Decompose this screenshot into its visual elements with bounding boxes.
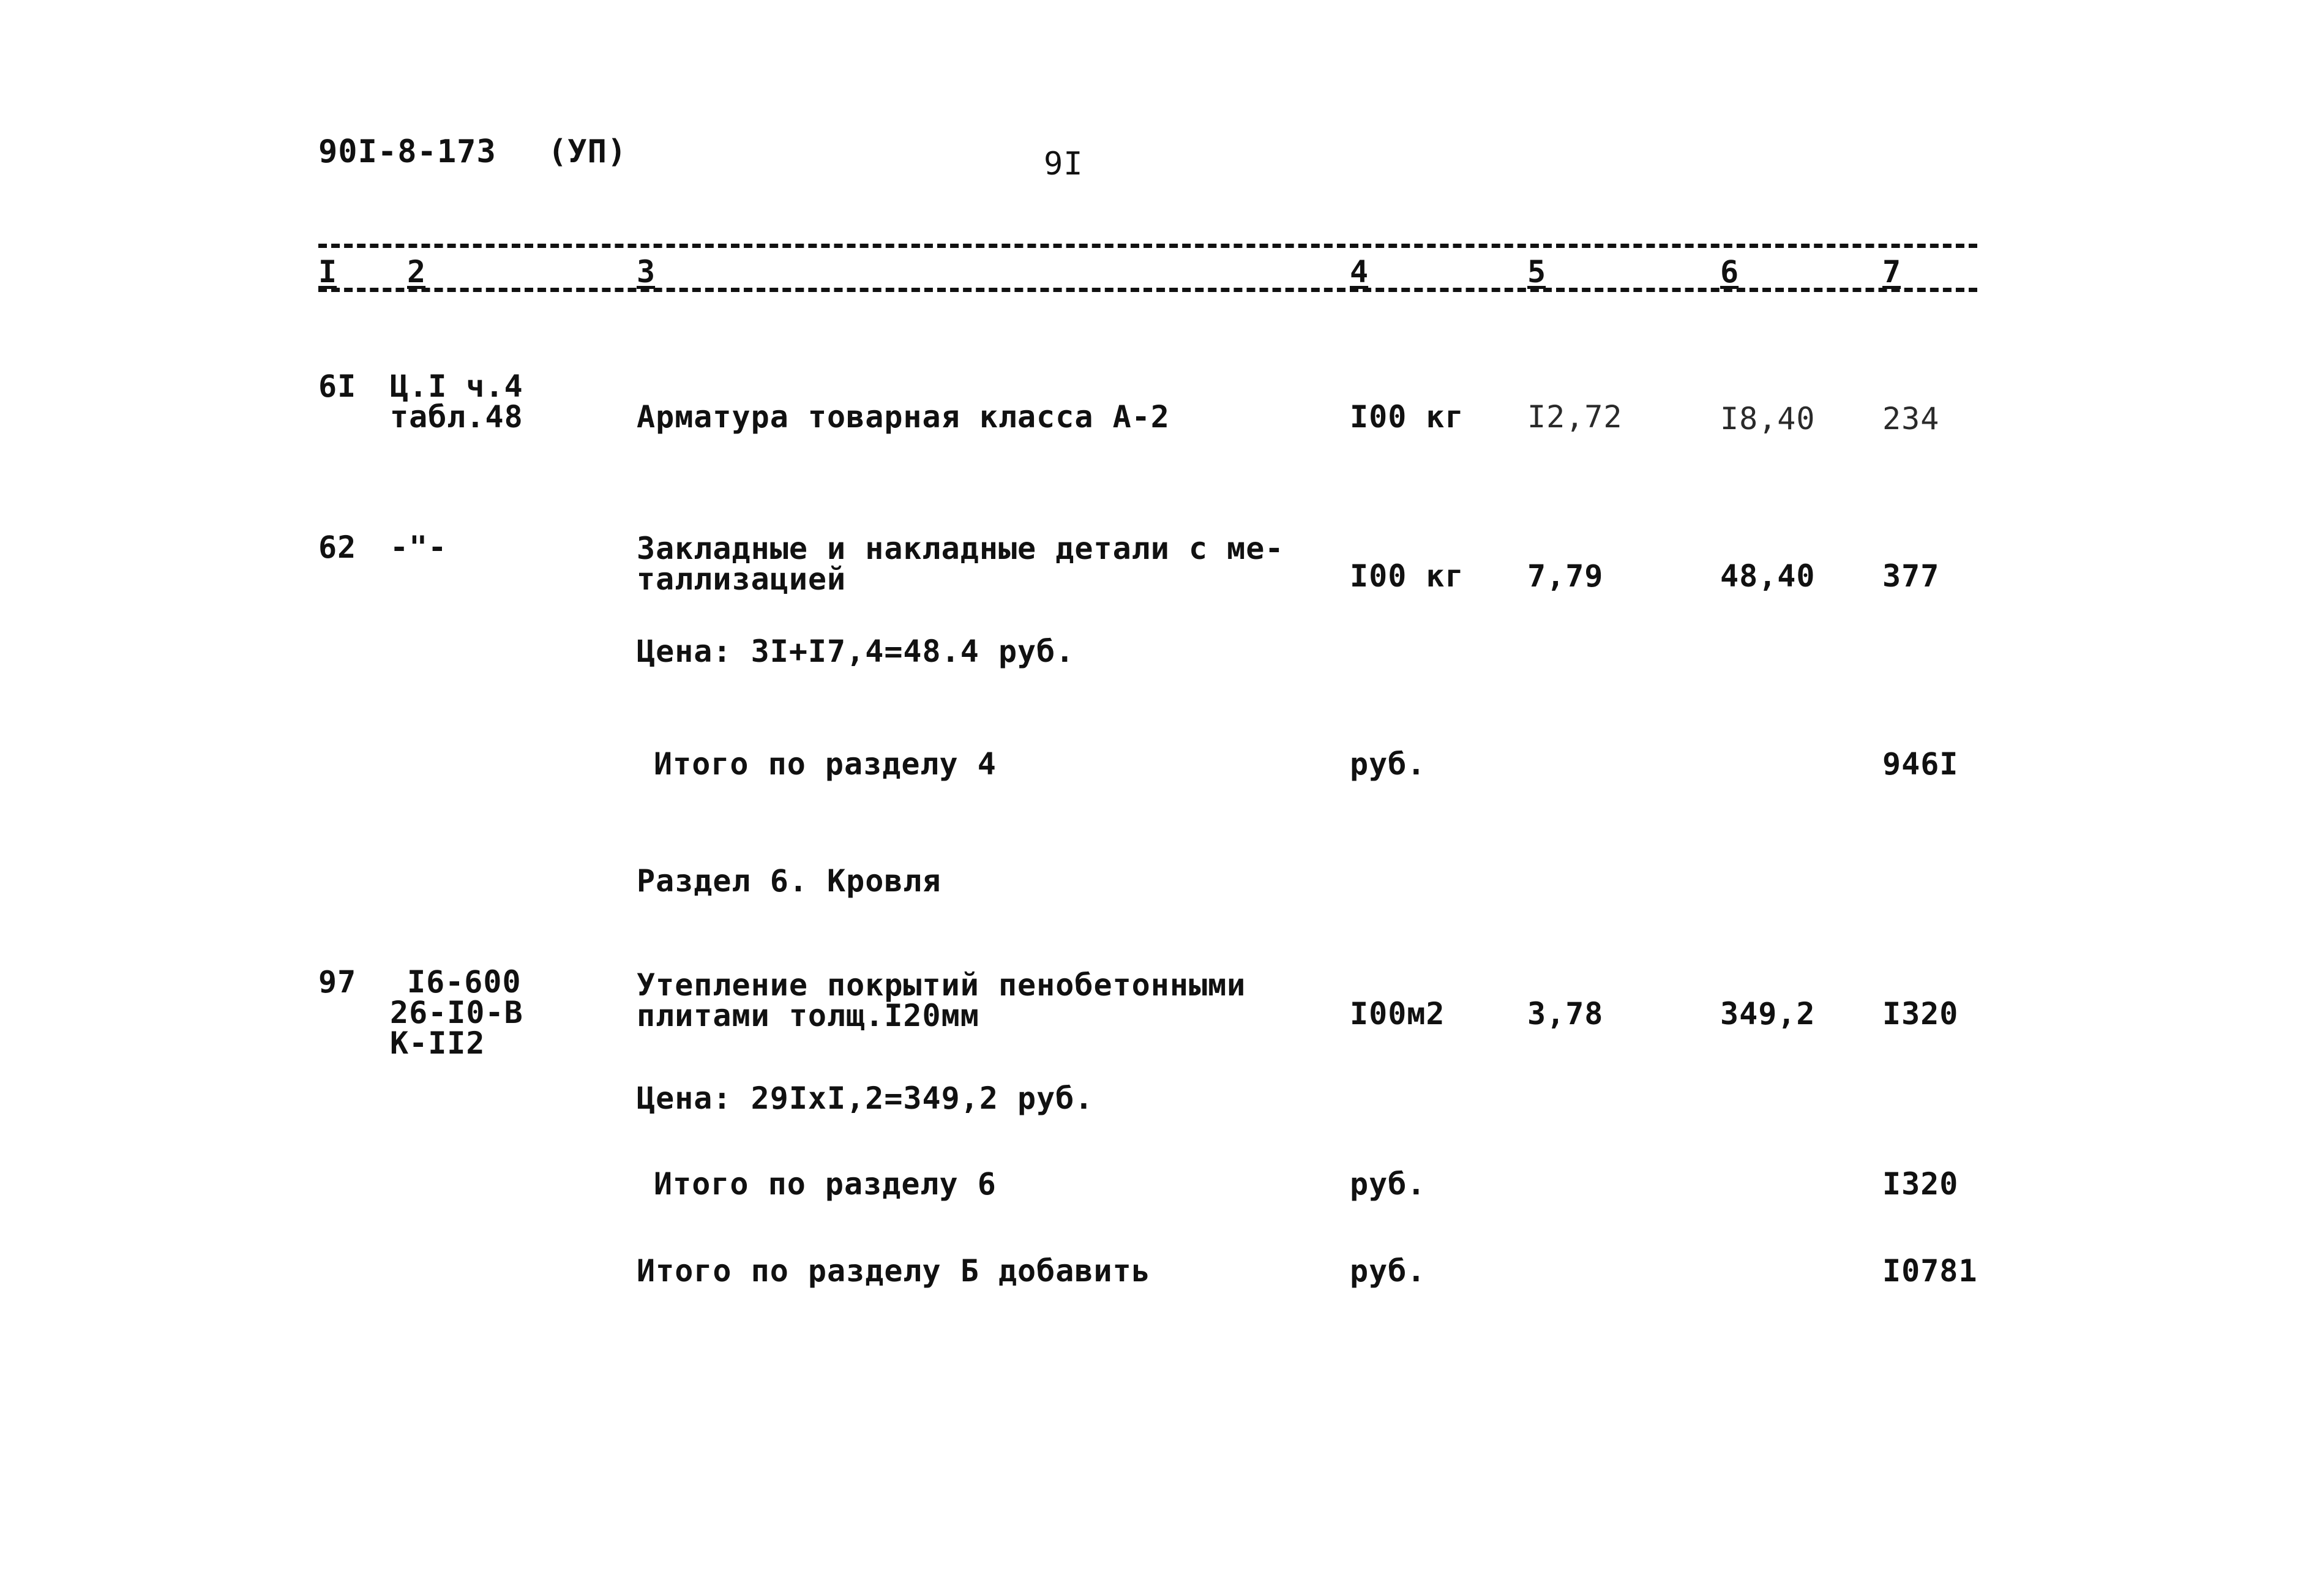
subtotal-section-b-total: I0781 <box>1882 1253 1978 1289</box>
row-61-number: 6I <box>318 369 357 404</box>
row-62-number: 62 <box>318 530 357 565</box>
row-61-price: I8,40 <box>1720 401 1816 436</box>
column-number-7: 7 <box>1882 254 1901 290</box>
row-62-price-note: Цена: 3I+I7,4=48.4 руб. <box>637 634 1075 669</box>
row-97-description-line-1: Утепление покрытий пенобетонными <box>637 967 1246 1003</box>
subtotal-section-b-unit: руб. <box>1350 1253 1426 1289</box>
row-97-quantity: 3,78 <box>1527 996 1604 1032</box>
row-61-description: Арматура товарная класса А-2 <box>637 399 1170 435</box>
row-97-unit: I00м2 <box>1350 996 1445 1032</box>
row-61-reference-line-2: табл.48 <box>390 399 523 435</box>
row-61-unit: I00 кг <box>1350 399 1464 435</box>
subtotal-section-4-unit: руб. <box>1350 746 1426 782</box>
subtotal-section-4-label: Итого по разделу 4 <box>654 746 997 782</box>
table-top-rule <box>318 244 1977 248</box>
row-97-reference-line-2: 26-I0-В <box>390 995 523 1030</box>
row-61-quantity: I2,72 <box>1527 399 1623 435</box>
subtotal-section-6-label: Итого по разделу 6 <box>654 1166 997 1202</box>
row-62-reference: -"- <box>390 530 447 565</box>
column-number-6: 6 <box>1720 254 1739 290</box>
row-62-price: 48,40 <box>1720 558 1816 594</box>
column-number-4: 4 <box>1350 254 1369 290</box>
row-62-description-line-1: Закладные и накладные детали с ме- <box>637 531 1284 566</box>
row-61-reference-line-1: Ц.I ч.4 <box>390 369 523 404</box>
page-number: 9I <box>1044 146 1084 182</box>
row-97-total: I320 <box>1882 996 1959 1032</box>
column-number-1: I <box>318 254 337 290</box>
subtotal-section-b-label: Итого по разделу Б добавить <box>637 1253 1151 1289</box>
column-number-5: 5 <box>1527 254 1546 290</box>
row-62-total: 377 <box>1882 558 1940 594</box>
doc-code: 90I-8-173 <box>318 133 496 170</box>
column-number-2: 2 <box>407 254 426 290</box>
row-62-unit: I00 кг <box>1350 558 1464 594</box>
subtotal-section-6-total: I320 <box>1882 1166 1959 1202</box>
row-97-price-note: Цена: 29IхI,2=349,2 руб. <box>637 1081 1094 1116</box>
row-97-reference-line-1: I6-600 <box>407 964 522 1000</box>
row-62-quantity: 7,79 <box>1527 558 1604 594</box>
row-97-number: 97 <box>318 964 357 1000</box>
subtotal-section-4-total: 946I <box>1882 746 1959 782</box>
row-62-description-line-2: таллизацией <box>637 561 847 597</box>
subtotal-section-6-unit: руб. <box>1350 1166 1426 1202</box>
row-61-total: 234 <box>1882 401 1940 436</box>
column-number-3: 3 <box>637 254 656 290</box>
section-6-heading: Раздел 6. Кровля <box>637 863 941 899</box>
row-97-reference-line-3: К-II2 <box>390 1025 485 1061</box>
row-97-price: 349,2 <box>1720 996 1816 1032</box>
row-97-description-line-2: плитами толщ.I20мм <box>637 998 979 1033</box>
doc-mark: (УП) <box>548 133 627 170</box>
